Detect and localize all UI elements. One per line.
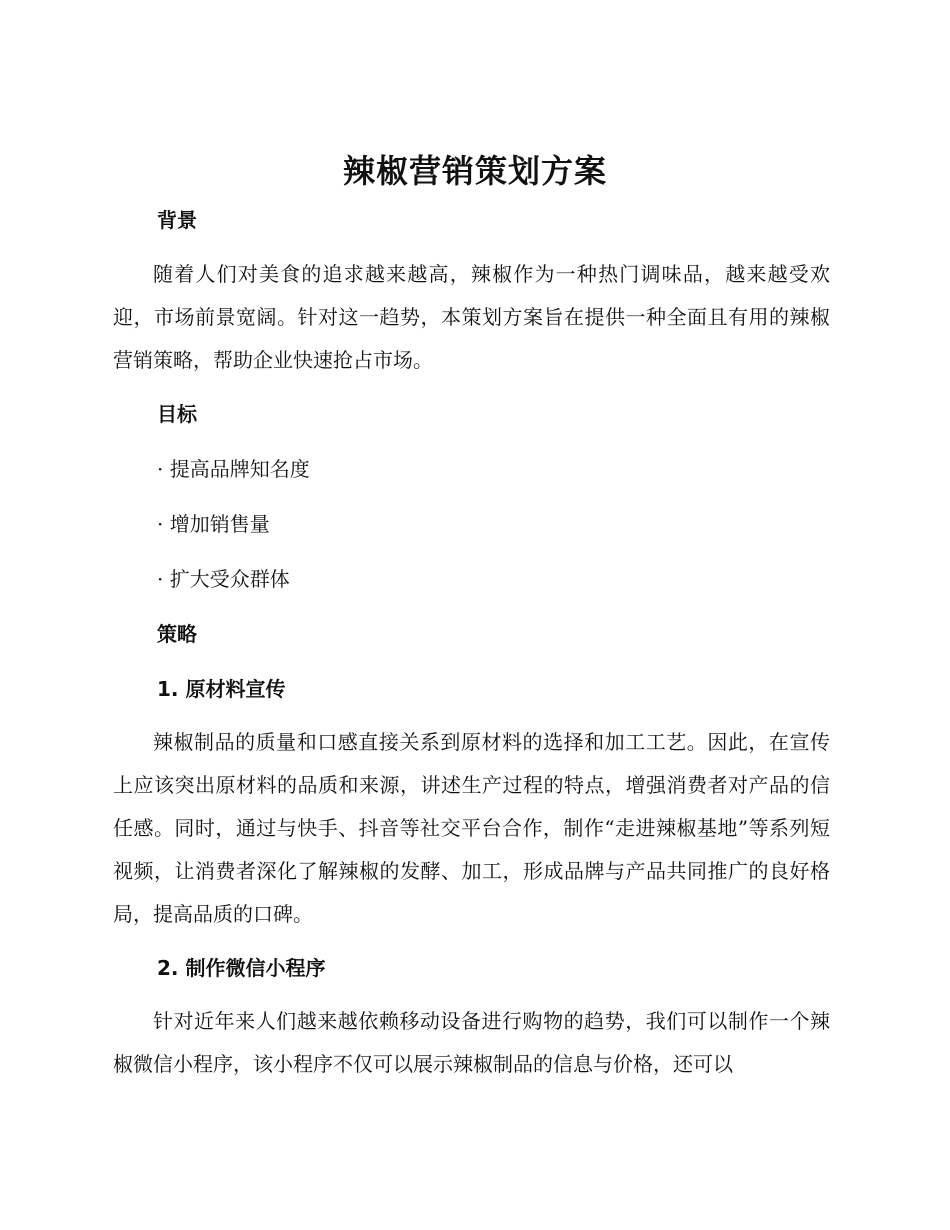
paragraph-raw-materials: 辣椒制品的质量和口感直接关系到原材料的选择和加工工艺。因此，在宣传上应该突出原材料的品质和来源，讲述生产过程的特点，增强消费者对产品的信任感。同时，通过与快手、抖音等社交平台合作，制作“走进辣椒基地”等系列短视频，让消费者深化了解辣椒的发酵、加工，形成品牌与产品共同推广的良好格局，提高品质的口碑。 (113, 730, 830, 926)
page-title: 辣椒营销策划方案 (342, 152, 607, 190)
subheading-raw-materials: 1. 原材料宣传 (157, 677, 286, 701)
goal-item-brand-awareness: · 提高品牌知名度 (157, 457, 310, 481)
heading-goals: 目标 (157, 402, 197, 426)
subheading-mini-program: 2. 制作微信小程序 (157, 956, 326, 980)
paragraph-background: 随着人们对美食的追求越来越高，辣椒作为一种热门调味品，越来越受欢迎，市场前景宽阔。针对这一趋势，本策划方案旨在提供一种全面且有用的辣椒营销策略，帮助企业快速抢占市场。 (113, 262, 830, 372)
goal-item-sales-volume: · 增加销售量 (157, 512, 270, 536)
heading-background: 背景 (157, 208, 197, 232)
heading-strategy: 策略 (157, 622, 197, 646)
paragraph-mini-program: 针对近年来人们越来越依赖移动设备进行购物的趋势，我们可以制作一个辣椒微信小程序，该小程序不仅可以展示辣椒制品的信息与价格，还可以 (113, 1009, 830, 1076)
goal-item-audience: · 扩大受众群体 (157, 567, 290, 591)
